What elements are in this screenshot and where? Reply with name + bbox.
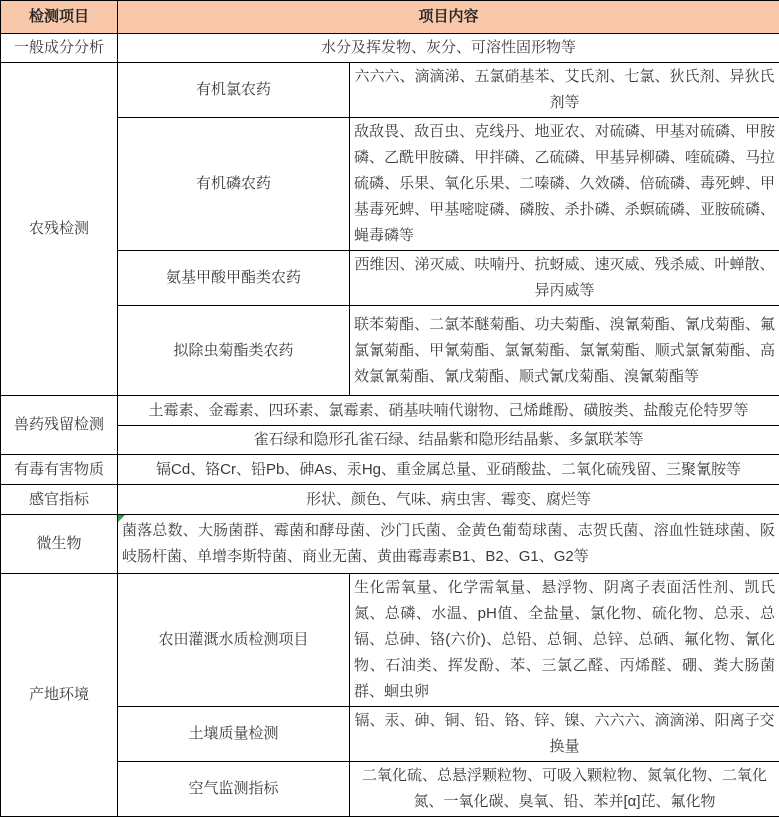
row-toxic	[1, 455, 779, 485]
header-row	[1, 1, 779, 34]
general-label: 一般成分分析	[1, 34, 118, 63]
irrigation-label: 农田灌溉水质检测项目	[118, 574, 350, 707]
header-col-item-content: 项目内容	[118, 1, 779, 34]
general-content: 水分及挥发物、灰分、可溶性固形物等	[118, 34, 779, 63]
pyrethroid-label: 拟除虫菊酯类农药	[118, 306, 350, 396]
organochlorine-label: 有机氯农药	[118, 63, 350, 118]
microbe-label: 微生物	[1, 515, 118, 574]
row-pesticide-carbamate	[1, 251, 779, 306]
cell-comment-marker-icon	[118, 515, 125, 522]
microbe-content-text: 菌落总数、大肠菌群、霉菌和酵母菌、沙门氏菌、金黄色葡萄球菌、志贺氏菌、溶血性链球菌、阪岐肠杆菌、单增李斯特菌、商业无菌、黄曲霉毒素B1、B2、G1、G2等	[122, 522, 775, 565]
row-env-irrigation	[1, 574, 779, 707]
environment-label: 产地环境	[1, 574, 118, 817]
row-vet-drug-1	[1, 396, 779, 426]
organophosphorus-content: 敌敌畏、敌百虫、克线丹、地亚农、对硫磷、甲基对硫磷、甲胺磷、乙酰甲胺磷、甲拌磷、乙硫磷、甲基异柳磷、喹硫磷、马拉硫磷、乐果、氧化乐果、二嗪磷、久效磷、倍硫磷、毒死蜱、甲基毒死蜱、甲基嘧啶磷、磷胺、杀扑磷、杀螟硫磷、亚胺硫磷、蝇毒磷等	[350, 118, 779, 251]
pyrethroid-content: 联苯菊酯、二氯苯醚菊酯、功夫菊酯、溴氰菊酯、氰戊菊酯、氟氯氰菊酯、甲氰菊酯、氯氰菊酯、氯氰菊酯、顺式氯氰菊酯、高效氯氰菊酯、氰戊菊酯、顺式氰戊菊酯、溴氰菊酯等	[350, 306, 779, 396]
microbe-content	[118, 515, 779, 574]
air-label: 空气监测指标	[118, 762, 350, 817]
vet-drug-content-1: 土霉素、金霉素、四环素、氯霉素、硝基呋喃代谢物、己烯雌酚、磺胺类、盐酸克伦特罗等	[118, 396, 779, 426]
vet-drug-label: 兽药残留检测	[1, 396, 118, 455]
organophosphorus-label: 有机磷农药	[118, 118, 350, 251]
toxic-label: 有毒有害物质	[1, 455, 118, 485]
pesticide-label: 农残检测	[1, 63, 118, 396]
soil-content: 镉、汞、砷、铜、铅、铬、锌、镍、六六六、滴滴涕、阳离子交换量	[350, 707, 779, 762]
carbamate-content: 西维因、涕灭威、呋喃丹、抗蚜威、速灭威、残杀威、叶蝉散、异丙威等	[350, 251, 779, 306]
toxic-content: 镉Cd、铬Cr、铅Pb、砷As、汞Hg、重金属总量、亚硝酸盐、二氧化硫残留、三聚氰胺等	[118, 455, 779, 485]
sensory-label: 感官指标	[1, 485, 118, 515]
vet-drug-content-2: 雀石绿和隐形孔雀石绿、结晶紫和隐形结晶紫、多氯联苯等	[118, 426, 779, 455]
row-microbe	[1, 515, 779, 574]
header-col-test-item: 检测项目	[1, 1, 118, 34]
sensory-content: 形状、颜色、气味、病虫害、霉变、腐烂等	[118, 485, 779, 515]
row-vet-drug-2	[1, 426, 779, 455]
soil-label: 土壤质量检测	[118, 707, 350, 762]
row-pesticide-organochlorine	[1, 63, 779, 118]
row-env-soil	[1, 707, 779, 762]
row-pesticide-pyrethroid	[1, 306, 779, 396]
carbamate-label: 氨基甲酸甲酯类农药	[118, 251, 350, 306]
row-sensory	[1, 485, 779, 515]
row-pesticide-organophosphorus	[1, 118, 779, 251]
row-env-air	[1, 762, 779, 817]
air-content: 二氧化硫、总悬浮颗粒物、可吸入颗粒物、氮氧化物、二氧化氮、一氧化碳、臭氧、铅、苯并[α]芘、氟化物	[350, 762, 779, 817]
row-general	[1, 34, 779, 63]
irrigation-content: 生化需氧量、化学需氧量、悬浮物、阴离子表面活性剂、凯氏氮、总磷、水温、pH值、全盐量、氯化物、硫化物、总汞、总镉、总砷、铬(六价)、总铅、总铜、总锌、总硒、氟化物、氰化物、石油类、挥发酚、苯、三氯乙醛、丙烯醛、硼、粪大肠菌群、蛔虫卵	[350, 574, 779, 707]
organochlorine-content: 六六六、滴滴涕、五氯硝基苯、艾氏剂、七氯、狄氏剂、异狄氏剂等	[350, 63, 779, 118]
